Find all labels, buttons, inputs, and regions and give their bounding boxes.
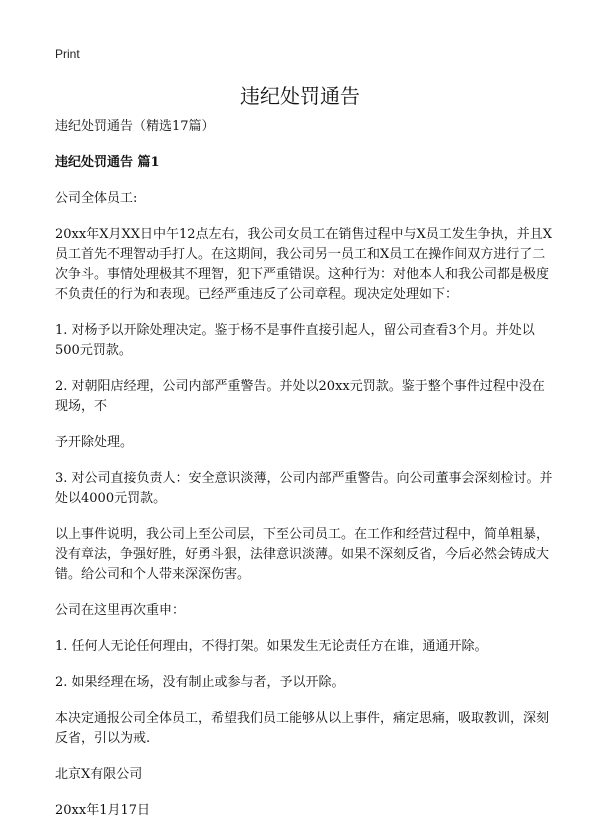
signature: 北京X有限公司: [55, 767, 143, 782]
document-body: [55, 117, 555, 837]
section-heading: 违纪处罚通告 篇1: [55, 155, 160, 170]
paragraph-penalty-3: 3. 对公司直接负责人：安全意识淡薄，公司内部严重警告。向公司董事会深刻检讨。并处以4000元罚款。: [55, 471, 553, 506]
paragraph-penalty-2-cont: 予开除处理。: [55, 435, 134, 450]
paragraph-closing: 本决定通报公司全体员工，希望我们员工能够从以上事件，痛定思痛，吸取教训，深刻反省，引以为戒.: [55, 711, 550, 746]
paragraph-penalty-1: 1. 对杨予以开除处理决定。鉴于杨不是事件直接引起人，留公司查看3个月。并处以500元罚款。: [55, 323, 535, 358]
print-link[interactable]: Print: [55, 47, 80, 61]
paragraph-summary: 以上事件说明，我公司上至公司层，下至公司员工。在工作和经营过程中，简单粗暴，没有章法，争强好胜，好勇斗狠，法律意识淡薄。如果不深刻反省，今后必然会铸成大错。给公司和个人带来深深伤害。: [55, 527, 550, 582]
paragraph-penalty-2: 2. 对朝阳店经理，公司内部严重警告。并处以20xx元罚款。鉴于整个事件过程中没在现场，不: [55, 379, 545, 414]
salutation: 公司全体员工:: [55, 191, 138, 206]
document-subtitle: 违纪处罚通告（精选17篇）: [55, 119, 215, 134]
document-title: 违纪处罚通告: [240, 84, 360, 108]
paragraph-reiterate: 公司在这里再次重申：: [55, 603, 186, 618]
paragraph-rule-2: 2. 如果经理在场，没有制止或参与者，予以开除。: [55, 675, 345, 690]
paragraph-rule-1: 1. 任何人无论任何理由，不得打架。如果发生无论责任方在谁，通通开除。: [55, 639, 488, 654]
paragraph-incident: 20xx年X月XX日中午12点左右，我公司女员工在销售过程中与X员工发生争执，并且X员工首先不理智动手打人。在这期间，我公司另一员工和X员工在操作间双方进行了二次争斗。事情处理极其不理智，犯下严重错误。这种行为：对他本人和我公司都是极度不负责任的行为和表现。已经严重违反了公司章程。现决定处理如下：: [55, 227, 553, 302]
document-date: 20xx年1月17日: [55, 803, 151, 818]
